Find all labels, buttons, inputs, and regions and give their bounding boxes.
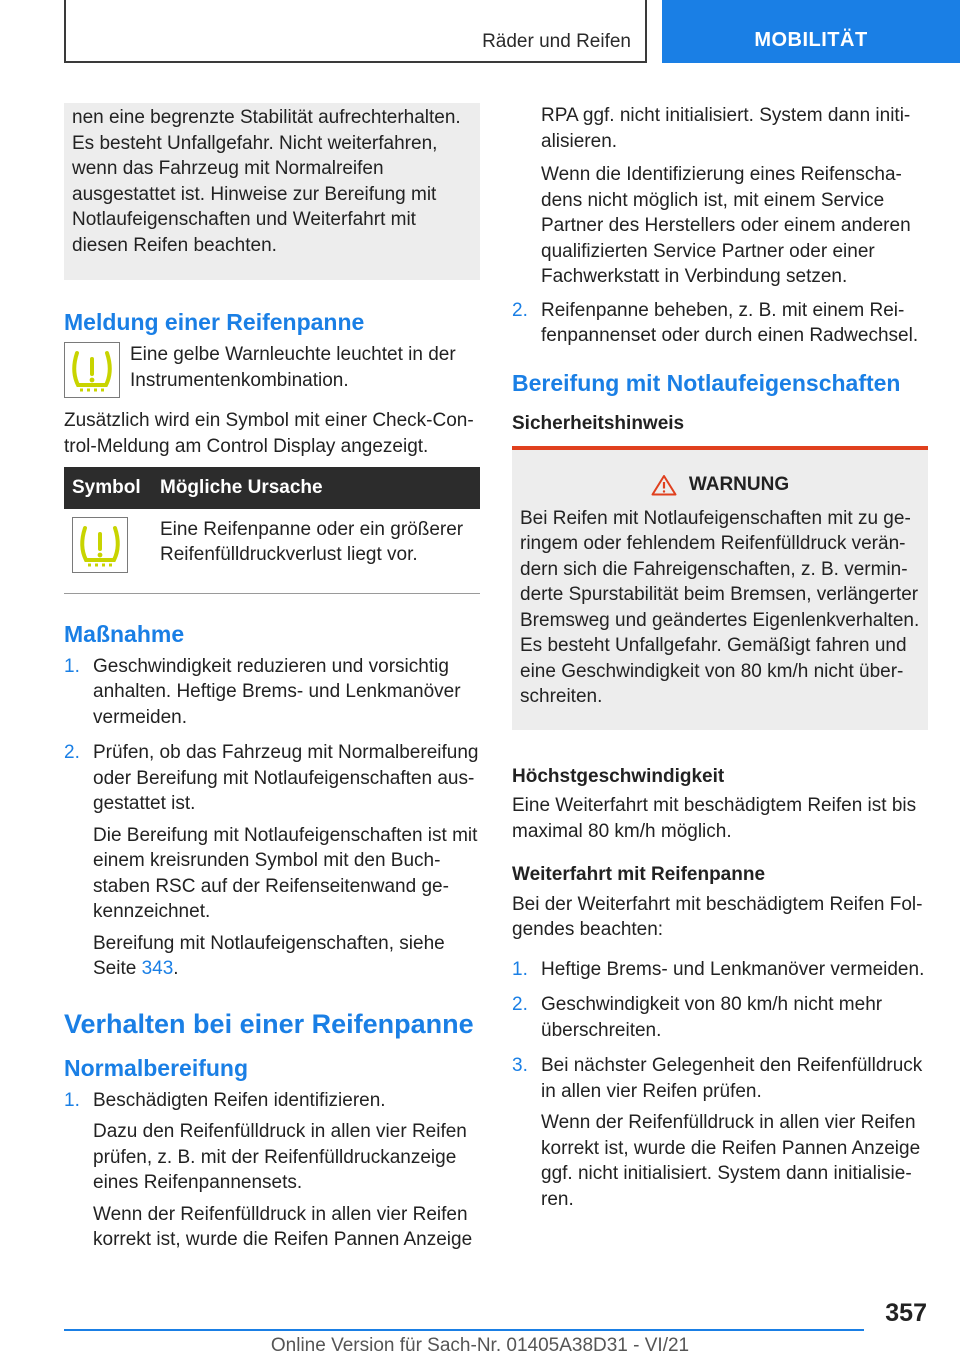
note-text: nen eine begrenzte Stabilität aufrechterhalten. Es besteht Unfallgefahr. Nicht weiterfahren, wenn das Fahrzeug mit Normalreifen ausgestattet ist. Hinweise zur Bereifung mit Notlaufeigenschaften und Weiterfahrt mit diesen Reifen beachten. <box>72 107 461 256</box>
warning-title: WARNUNG <box>520 472 920 498</box>
footer-version-text: Online Version für Sach-Nr. 01405A38D31 - VI/21 <box>270 1335 690 1356</box>
weiter-list <box>512 957 928 1219</box>
list-item <box>64 654 480 737</box>
footer-divider <box>64 1329 864 1331</box>
warning-box <box>512 446 928 730</box>
step-text: Reifenpanne beheben, z. B. mit einem Reifenpannenset oder durch einen Radwechsel. <box>541 299 919 346</box>
header-frame <box>64 0 647 63</box>
heading-hoechstgeschwindigkeit: Höchstgeschwindigkeit <box>512 765 725 787</box>
step-text: Bei nächster Gelegenheit den Reifenfülldruck in allen vier Reifen prüfen. <box>541 1055 923 1102</box>
step-number: 3. <box>512 1055 528 1076</box>
weiter-text: Bei der Weiterfahrt mit beschädigtem Reifen Folgendes beachten: <box>512 893 923 940</box>
heading-sicherheitshinweis: Sicherheitshinweis <box>512 412 685 434</box>
step-text-reference: Bereifung mit Notlaufeigenschaften, siehe Seite 343. <box>93 932 445 979</box>
meldung-text: Zusätzlich wird ein Symbol mit einer Check-Control-Meldung am Control Display angezeigt. <box>64 410 474 457</box>
massnahme-list <box>64 654 480 988</box>
heading-meldung: Meldung einer Reifenpanne <box>64 309 365 335</box>
step-text: Beschädigten Reifen identifizieren. <box>93 1089 386 1111</box>
warning-text: Bei Reifen mit Notlaufeigenschaften mit zu geringem oder fehlendem Reifenfülldruck verändern sich die Fahreigenschaften, z. B. verminderte Spurstabilität beim Bremsen, verlängerter Bremsweg und geändertes Eigenlenkverhalten. Es besteht Unfallgefahr. Gemäßigt fahren und eine Geschwindigkeit von 80 km/h nicht überschreiten. <box>520 507 920 707</box>
table-cause-text: Eine Reifenpanne oder ein größerer Reifenfülldruckverlust liegt vor. <box>152 509 480 594</box>
heading-notlauf: Bereifung mit Notlaufeigenschaften <box>512 369 901 396</box>
hoechst-text: Eine Weiterfahrt mit beschädigtem Reifen ist bis maximal 80 km/h möglich. <box>512 795 917 842</box>
step-number: 1. <box>512 958 528 980</box>
step-number: 2. <box>512 994 528 1015</box>
step-text: Wenn der Reifenfülldruck in allen vier Reifen korrekt ist, wurde die Reifen Pannen Anzeige <box>93 1203 473 1250</box>
step-number: 2. <box>512 299 528 321</box>
list-item <box>512 1053 928 1218</box>
step-text: Heftige Brems- und Lenkmanöver vermeiden. <box>541 958 925 980</box>
meldung-icon-text: Eine gelbe Warnleuchte leuchtet in der Instrumentenkombination. <box>130 344 456 391</box>
step-text: Wenn der Reifenfülldruck in allen vier Reifen korrekt ist, wurde die Reifen Pannen Anzeige ggf. nicht initialisiert. System dann initialisieren. <box>541 1112 921 1210</box>
page-number: 357 <box>885 1299 927 1327</box>
header-chapter-tab[interactable]: MOBILITÄT <box>662 0 960 63</box>
step-text: Prüfen, ob das Fahrzeug mit Normalbereifung oder Bereifung mit Notlaufeigenschaften ausgestattet ist. <box>93 742 479 814</box>
normal-list <box>64 1088 480 1259</box>
step-text: Die Bereifung mit Notlaufeigenschaften ist mit einem kreisrunden Symbol mit den Buchstaben RSC auf der Reifenseitenwand gekennzeichnet. <box>93 824 478 922</box>
step-text: Geschwindigkeit von 80 km/h nicht mehr überschreiten. <box>541 994 883 1041</box>
step-number: 1. <box>64 1089 80 1111</box>
list-item <box>512 298 928 355</box>
left-column <box>64 103 480 1267</box>
table-header-cause: Mögliche Ursache <box>152 467 480 509</box>
list-item <box>512 957 928 989</box>
list-item <box>64 740 480 988</box>
header-section-title: Räder und Reifen <box>482 31 631 52</box>
list-item <box>64 1088 480 1259</box>
heading-massnahme: Maßnahme <box>64 620 185 647</box>
heading-normalbereifung: Normalbereifung <box>64 1054 249 1081</box>
continued-step <box>512 103 928 290</box>
right-column <box>512 103 928 1226</box>
step-text: RPA ggf. nicht initialisiert. System dann initialisieren. <box>541 105 911 152</box>
page-link[interactable]: 343 <box>141 958 174 979</box>
tire-pressure-symbol-icon <box>72 517 128 573</box>
step-text: Geschwindigkeit reduzieren und vorsichtig anhalten. Heftige Brems- und Lenkmanöver vermeiden. <box>93 655 461 728</box>
step-number: 2. <box>64 742 80 763</box>
step-number: 1. <box>64 655 80 677</box>
table-header-symbol: Symbol <box>64 467 152 509</box>
normal-list-continued <box>512 298 928 355</box>
symbol-table <box>64 467 480 594</box>
note-box <box>64 103 480 280</box>
heading-verhalten: Verhalten bei einer Reifenpanne <box>64 1008 474 1039</box>
warning-triangle-icon <box>651 474 677 496</box>
meldung-icon-row <box>64 342 480 398</box>
list-item <box>512 992 928 1049</box>
heading-weiterfahrt: Weiterfahrt mit Reifenpanne <box>512 864 766 885</box>
table-row <box>64 509 480 594</box>
step-text: Wenn die Identifizierung eines Reifenschadens nicht möglich ist, mit einem Service Partner des Herstellers oder einem anderen qualifizierten Service Partner oder einer Fachwerkstatt in Verbindung setzen. <box>541 164 911 287</box>
tire-pressure-warning-icon <box>64 342 120 398</box>
step-text: Dazu den Reifenfülldruck in allen vier Reifen prüfen, z. B. mit der Reifenfülldruckanzeige eines Reifenpannensets. <box>93 1121 467 1193</box>
